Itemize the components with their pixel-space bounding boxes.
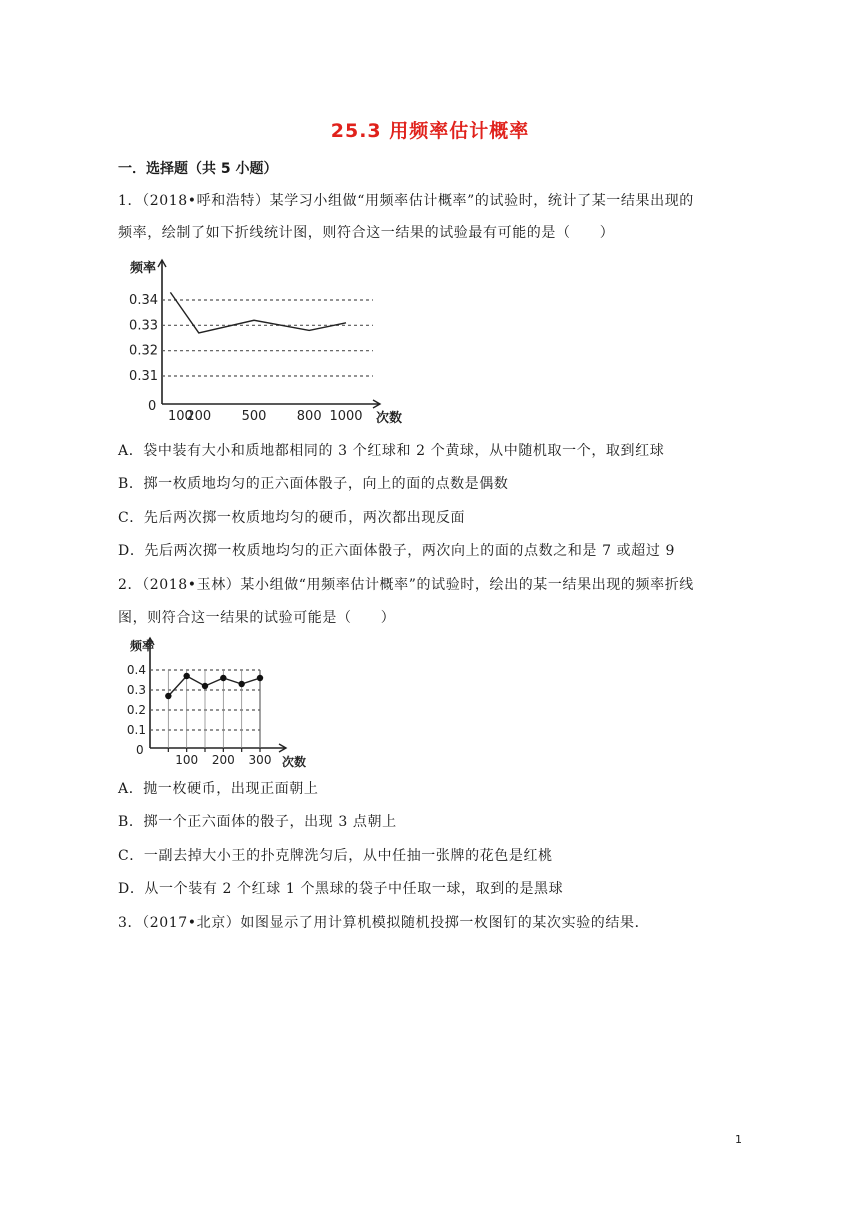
chart2-series-line: [168, 676, 260, 696]
section-heading: 一．选择题（共 5 小题）: [118, 161, 278, 177]
q2-frequency-chart: [118, 630, 318, 768]
chart1-x-tick-label: 100: [167, 409, 193, 424]
q2-stem-line2: 图，则符合这一结果的试验可能是（ ）: [118, 610, 396, 626]
q3-stem-line1: 3．（2017•北京）如图显示了用计算机模拟随机投掷一枚图钉的某次实验的结果．: [118, 915, 650, 931]
chart2-y-tick-label: 0.3: [126, 683, 146, 697]
chart2-data-point: [220, 675, 226, 681]
chart2-origin-label: 0: [136, 743, 144, 757]
chart2-data-point: [238, 681, 244, 687]
q1-option-b: B．掷一枚质地均匀的正六面体骰子，向上的面的点数是偶数: [118, 476, 509, 492]
page-title: 25.3 用频率估计概率: [330, 120, 530, 142]
q1-frequency-chart: [118, 252, 403, 426]
q2-option-c: C．一副去掉大小王的扑克牌洗匀后，从中任抽一张牌的花色是红桃: [118, 848, 553, 864]
q1-option-a: A．袋中装有大小和质地都相同的 3 个红球和 2 个黄球，从中随机取一个，取到红球: [118, 443, 665, 459]
chart2-y-tick-label: 0.2: [126, 703, 146, 717]
q2-option-b: B．掷一个正六面体的骰子，出现 3 点朝上: [118, 814, 397, 830]
chart1-x-tick-label: 200: [186, 409, 212, 424]
chart2-y-tick-label: 0.4: [126, 663, 146, 677]
q1-option-c: C．先后两次掷一枚质地均匀的硬币，两次都出现反面: [118, 510, 466, 526]
chart2-y-axis-title: 频率: [130, 639, 155, 653]
q2-option-d: D．从一个装有 2 个红球 1 个黑球的袋子中任取一球，取到的是黑球: [118, 881, 564, 897]
chart1-origin-label: 0: [148, 399, 157, 414]
q1-option-d: D．先后两次掷一枚质地均匀的正六面体骰子，两次向上的面的点数之和是 7 或超过 9: [118, 543, 675, 559]
chart1-y-tick-label: 0.31: [129, 369, 158, 384]
page-number: 1: [735, 1133, 742, 1146]
q2-option-a: A．抛一枚硬币，出现正面朝上: [118, 781, 319, 797]
chart2-x-axis-title: 次数: [282, 755, 307, 769]
chart1-y-tick-label: 0.34: [129, 293, 158, 308]
chart2-data-point: [202, 683, 208, 689]
chart1-x-tick-label: 800: [296, 409, 322, 424]
chart1-x-tick-label: 1000: [329, 409, 363, 424]
chart1-x-tick-label: 500: [241, 409, 267, 424]
chart1-series-line: [170, 292, 346, 333]
chart1-y-tick-label: 0.32: [129, 343, 158, 359]
chart2-x-tick-label: 100: [175, 753, 199, 767]
q2-stem-line1: 2．（2018•玉林）某小组做“用频率估计概率”的试验时，绘出的某一结果出现的频率折线: [118, 577, 694, 593]
chart2-data-point: [165, 693, 171, 699]
chart2-data-point: [257, 675, 263, 681]
q1-stem-line2: 频率，绘制了如下折线统计图，则符合这一结果的试验最有可能的是（ ）: [118, 225, 615, 241]
chart2-y-tick-label: 0.1: [126, 723, 146, 737]
chart2-x-tick-label: 300: [248, 753, 272, 767]
chart1-y-axis-title: 频率: [130, 261, 157, 276]
chart1-x-axis-title: 次数: [376, 411, 403, 426]
q1-stem-line1: 1．（2018•呼和浩特）某学习小组做“用频率估计概率”的试验时，统计了某一结果出现的: [118, 193, 694, 209]
chart1-y-tick-label: 0.33: [129, 318, 158, 334]
chart2-data-point: [183, 673, 189, 679]
chart2-x-tick-label: 200: [211, 753, 235, 767]
